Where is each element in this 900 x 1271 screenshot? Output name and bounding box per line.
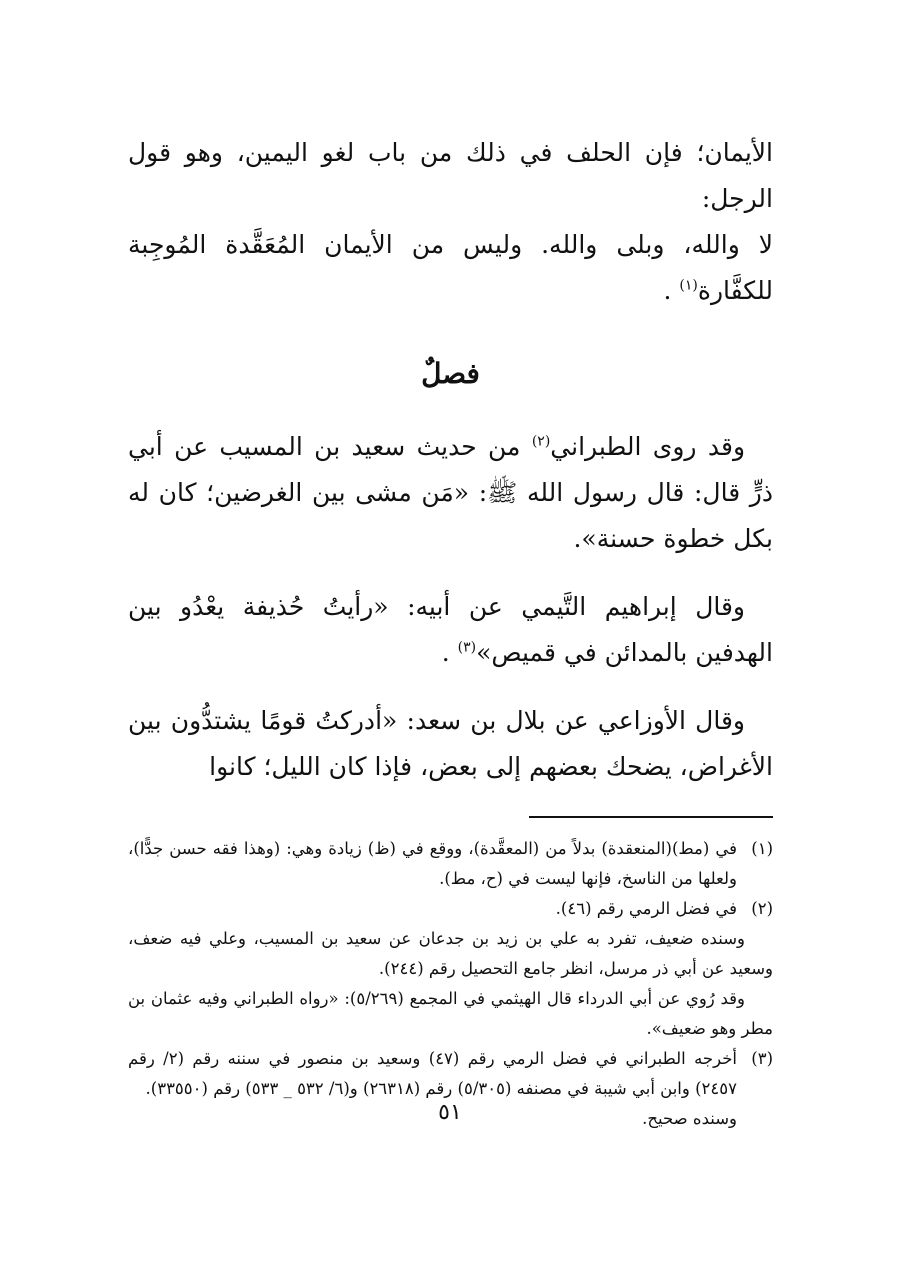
para1-end: . xyxy=(663,276,672,305)
para1-line1: الأيمان؛ فإن الحلف في ذلك من باب لغو اليمين، وهو قول الرجل: xyxy=(128,138,773,213)
para2-start: وقد روى الطبراني xyxy=(550,432,746,461)
footnote-number: (١) xyxy=(751,839,773,858)
footnote-ref-1[interactable]: (١) xyxy=(679,277,698,294)
footnote-2-notes xyxy=(128,924,773,1044)
para1-line2: لا والله، وبلى والله. وليس من الأيمان المُعَقَّدة المُوجِبة للكفَّارة xyxy=(128,230,773,305)
paragraph-4 xyxy=(128,698,773,790)
paragraph-2 xyxy=(128,424,773,562)
page-body xyxy=(128,130,773,1134)
footnote-text: في فضل الرمي رقم (٤٦). xyxy=(555,899,737,918)
footnote-note: وسنده ضعيف، تفرد به علي بن زيد بن جدعان عن سعيد بن المسيب، وعلي فيه ضعف، وسعيد عن أبي ذر مرسل، انظر جامع التحصيل رقم (٢٤٤). xyxy=(128,929,773,978)
para4-text: وقال الأوزاعي عن بلال بن سعد: «أدركتُ قومًا يشتدُّون بين الأغراض، يضحك بعضهم إلى بعض، فإذا كان الليل؛ كانوا xyxy=(128,706,773,781)
para2-rest: من حديث سعيد بن المسيب عن أبي ذرٍّ قال: قال رسول الله ﷺ: «مَن مشى بين الغرضين؛ كان له بكل خطوة حسنة». xyxy=(128,432,773,553)
footnote-text: في (مط)(المنعقدة) بدلاً من (المعقَّدة)، ووقع في (ظ) زيادة وهي: (وهذا فقه حسن جدًّا)، ولعلها من الناسخ، فإنها ليست في (ح، مط). xyxy=(128,839,737,888)
paragraph-1 xyxy=(128,130,773,314)
footnote-number: (٢) xyxy=(751,899,773,918)
paragraph-3 xyxy=(128,584,773,676)
para3-end: . xyxy=(441,638,450,667)
para3-text: وقال إبراهيم التَّيمي عن أبيه: «رأيتُ حُذيفة يعْدُو بين الهدفين بالمدائن في قميص» xyxy=(128,592,773,667)
footnote-ref-2[interactable]: (٢) xyxy=(531,433,551,450)
footnote-note: وسنده صحيح. xyxy=(642,1109,737,1128)
footnote-number: (٣) xyxy=(751,1049,773,1068)
footnote-note: وقد رُوي عن أبي الدرداء قال الهيثمي في المجمع (٥/٢٦٩): «رواه الطبراني وفيه عثمان بن مطر وهو ضعيف». xyxy=(128,989,773,1038)
footnote-1 xyxy=(128,834,773,894)
section-heading: فصلٌ xyxy=(421,357,480,390)
footnote-ref-3[interactable]: (٣) xyxy=(457,639,477,656)
footnote-text: أخرجه الطبراني في فضل الرمي رقم (٤٧) وسعيد بن منصور في سننه رقم (٢/ رقم ٢٤٥٧) وابن أبي شيبة في مصنفه (٥/٣٠٥) رقم (٢٦٣١٨) و(٦/ ٥٣٢ _ ٥٣٣) رقم (٣٣٥٥٠). xyxy=(128,1049,737,1098)
page-number: ٥١ xyxy=(438,1100,462,1125)
footnote-2 xyxy=(128,894,773,924)
footnote-divider xyxy=(529,816,773,818)
